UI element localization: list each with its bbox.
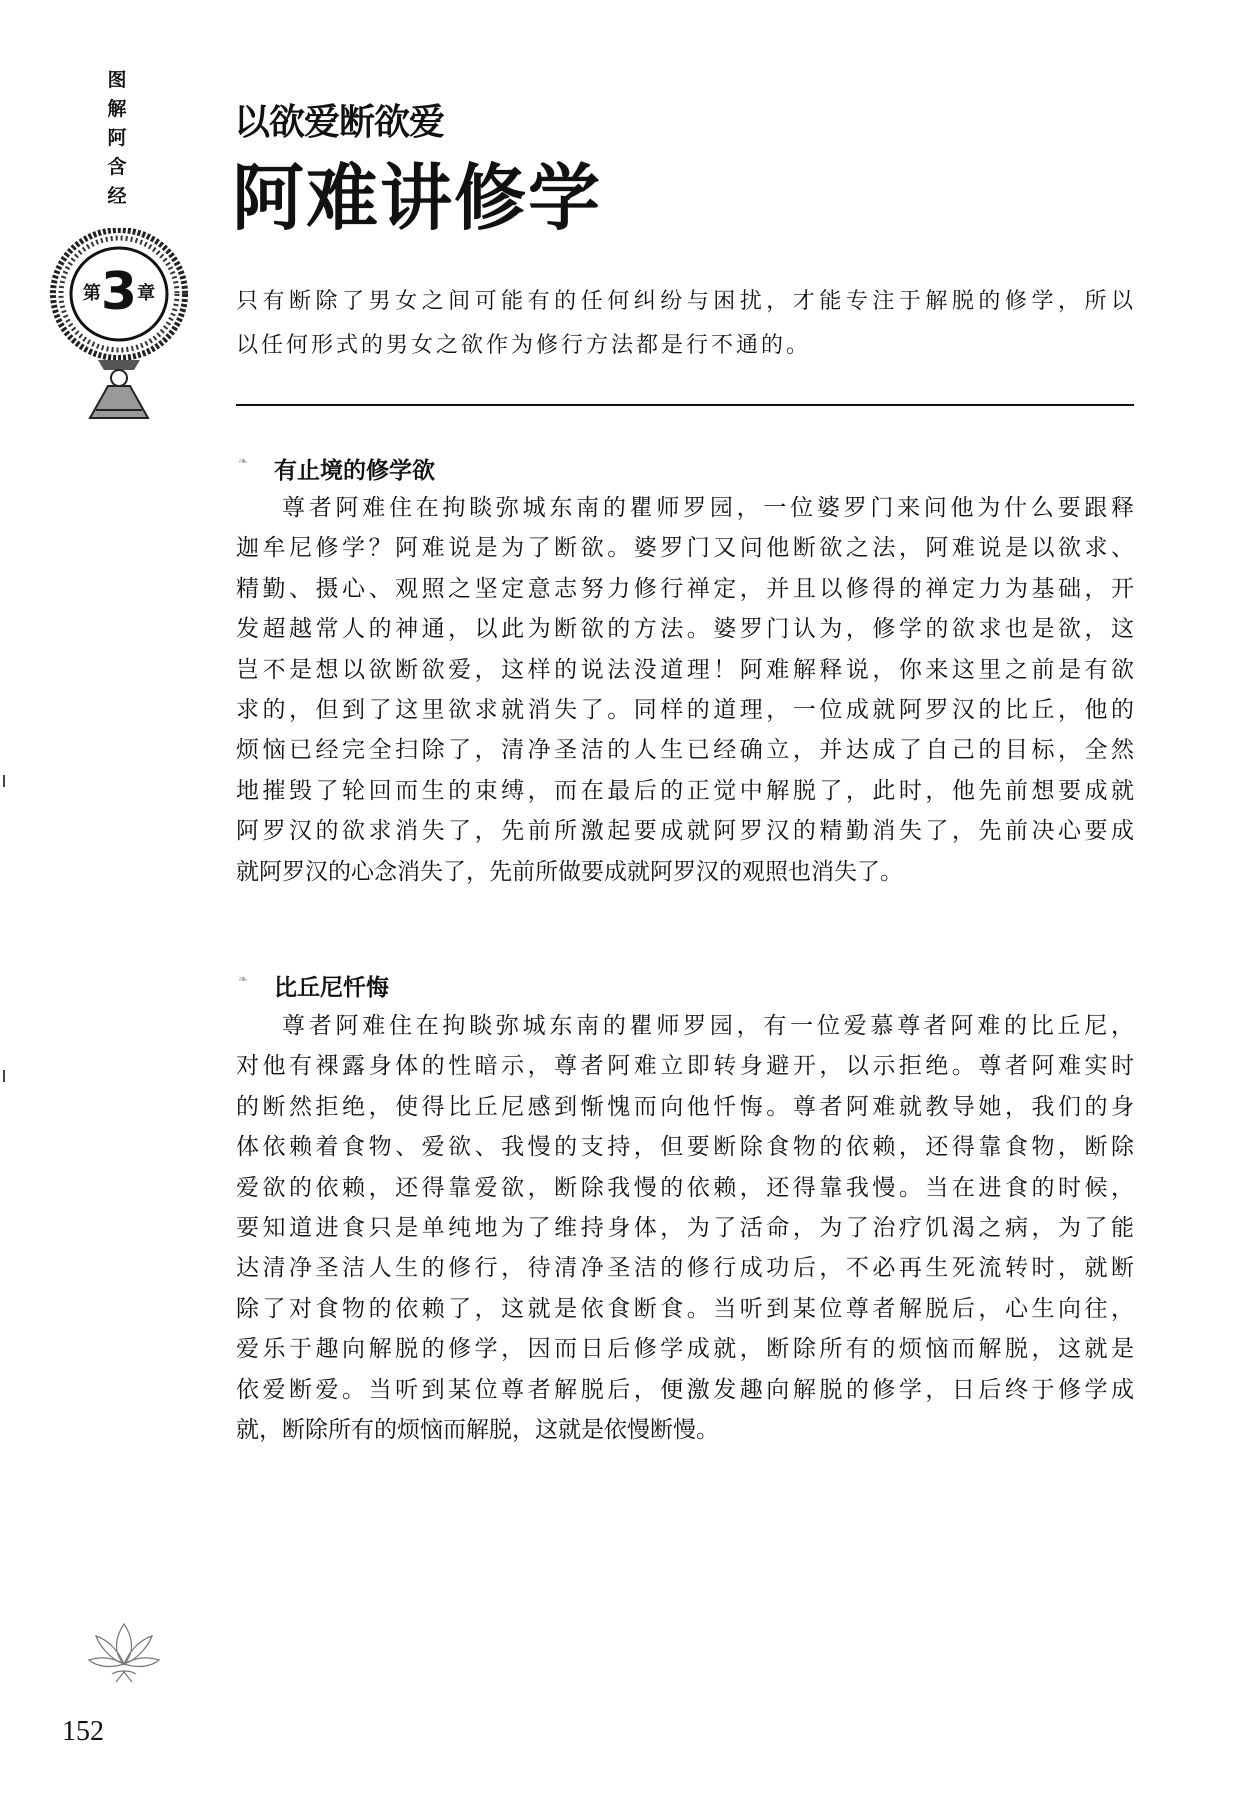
- body-line: 烦恼已经完全扫除了，清净圣洁的人生已经确立，并达成了自己的目标，全然: [236, 737, 1134, 764]
- scan-mark: [3, 775, 5, 787]
- body-line: 地摧毁了轮回而生的束缚，而在最后的正觉中解脱了，此时，他先前想要成就: [236, 777, 1134, 804]
- chapter-prefix: 第: [82, 283, 101, 304]
- body-line: 就阿罗汉的心念消失了，先前所做要成就阿罗汉的观照也消失了。: [236, 858, 903, 885]
- body-line: 迦牟尼修学？阿难说是为了断欲。婆罗门又问他断欲之法，阿难说是以欲求、: [236, 535, 1134, 562]
- book-title-char: 经: [107, 185, 127, 207]
- body-line: 爱欲的依赖，还得靠爱欲，断除我慢的依赖，还得靠我慢。当在进食的时候，: [236, 1174, 1134, 1201]
- page-number: 152: [62, 1716, 104, 1747]
- section-heading: 有止境的修学欲: [274, 458, 435, 484]
- section-bullet-icon: ❧: [238, 972, 249, 986]
- chapter-emblem: [48, 228, 190, 424]
- body-line: 要知道进食只是单纯地为了维持身体，为了活命，为了治疗饥渴之病，为了能: [236, 1215, 1134, 1242]
- page-title: 阿难讲修学: [232, 156, 603, 240]
- body-line: 的断然拒绝，使得比丘尼感到惭愧而向他忏悔。尊者阿难就教导她，我们的身: [236, 1093, 1134, 1120]
- intro-line: 以任何形式的男女之欲作为修行方法都是行不通的。: [236, 333, 812, 358]
- intro-line: 只有断除了男女之间可能有的任何纠纷与困扰，才能专注于解脱的修学，所以: [236, 289, 1136, 314]
- book-title-vertical: [104, 66, 130, 211]
- ornate-mirror-icon: [48, 228, 190, 424]
- body-line: 发超越常人的神通，以此为断欲的方法。婆罗门认为，修学的欲求也是欲，这: [236, 616, 1134, 643]
- book-title-char: 含: [107, 156, 127, 178]
- lotus-icon: [84, 1614, 164, 1694]
- scan-mark: [3, 1070, 5, 1082]
- body-line: 就，断除所有的烦恼而解脱，这就是依慢断慢。: [236, 1417, 719, 1444]
- lotus-ornament: [84, 1614, 164, 1694]
- body-line: 尊者阿难住在拘睒弥城东南的瞿师罗园，有一位爱慕尊者阿难的比丘尼，: [282, 1013, 1134, 1039]
- section-body: [236, 1006, 1134, 1450]
- body-line: 对他有裸露身体的性暗示，尊者阿难立即转身避开，以示拒绝。尊者阿难实时: [236, 1053, 1134, 1080]
- section-body: [236, 488, 1134, 892]
- body-line: 达清净圣洁人生的修行，待清净圣洁的修行成功后，不必再生死流转时，就断: [236, 1255, 1134, 1282]
- body-line: 求的，但到了这里欲求就消失了。同样的道理，一位成就阿罗汉的比丘，他的: [236, 697, 1134, 724]
- chapter-subtitle: 以欲爱断欲爱: [234, 102, 445, 143]
- body-line: 除了对食物的依赖了，这就是依食断食。当听到某位尊者解脱后，心生向往，: [236, 1295, 1134, 1322]
- book-title-char: 图: [107, 69, 127, 91]
- body-line: 尊者阿难住在拘睒弥城东南的瞿师罗园，一位婆罗门来问他为什么要跟释: [282, 495, 1134, 521]
- body-line: 爱乐于趣向解脱的修学，因而日后修学成就，断除所有的烦恼而解脱，这就是: [236, 1336, 1134, 1363]
- chapter-number: 3: [100, 262, 138, 322]
- body-line: 岂不是想以欲断欲爱，这样的说法没道理！阿难解释说，你来这里之前是有欲: [236, 656, 1134, 683]
- body-line: 体依赖着食物、爱欲、我慢的支持，但要断除食物的依赖，还得靠食物，断除: [236, 1134, 1134, 1161]
- intro-text: [236, 280, 1136, 368]
- body-line: 依爱断爱。当听到某位尊者解脱后，便激发趣向解脱的修学，日后终于修学成: [236, 1376, 1134, 1403]
- book-title-char: 阿: [107, 127, 127, 149]
- section-heading: 比丘尼忏悔: [274, 975, 389, 1001]
- body-line: 精勤、摄心、观照之坚定意志努力修行禅定，并且以修得的禅定力为基础，开: [236, 575, 1134, 602]
- body-line: 阿罗汉的欲求消失了，先前所激起要成就阿罗汉的精勤消失了，先前决心要成: [236, 818, 1134, 845]
- book-title-char: 解: [107, 98, 127, 120]
- section-bullet-icon: ❧: [238, 454, 249, 468]
- divider: [236, 404, 1134, 406]
- chapter-suffix: 章: [137, 283, 156, 304]
